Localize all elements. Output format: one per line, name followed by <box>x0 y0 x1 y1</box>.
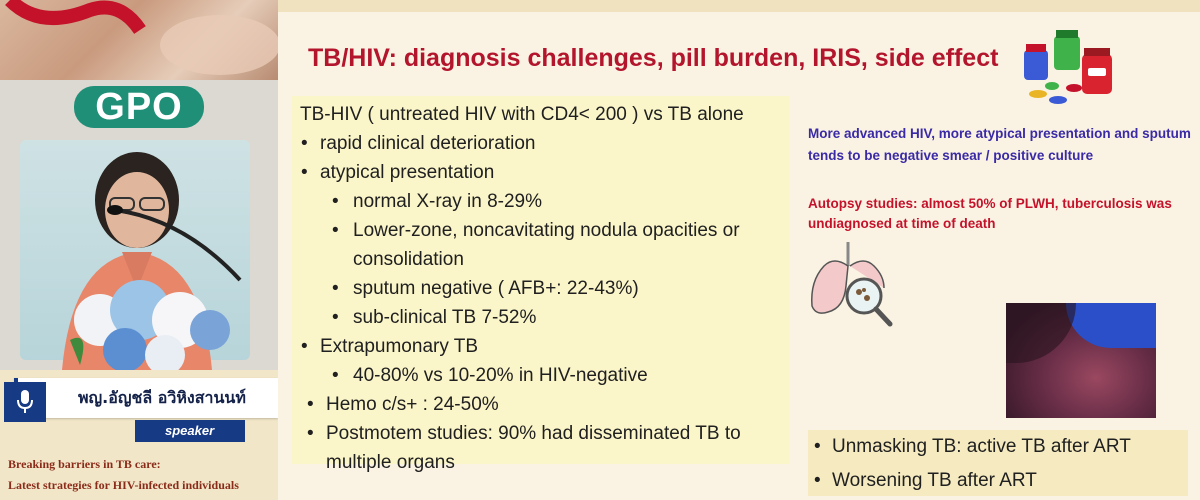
autopsy-note: Autopsy studies: almost 50% of PLWH, tuberculosis was undiagnosed at time of death <box>808 196 1172 231</box>
list-item: • rapid clinical deterioration <box>296 129 785 158</box>
iris-box <box>808 430 1188 496</box>
list-item: • sputum negative ( AFB+: 22-43%) <box>296 274 785 303</box>
flower-arrangement <box>70 270 230 370</box>
main-bullet-box <box>292 96 789 473</box>
session-title-line1: Breaking barriers in TB care: <box>8 457 161 471</box>
session-title-line2: Latest strategies for HIV-infected individuals <box>8 478 239 492</box>
microphone-icon <box>4 382 46 422</box>
list-item: • normal X-ray in 8-29% <box>296 187 785 216</box>
list-item: • atypical presentation <box>296 158 785 187</box>
list-item: • Lower-zone, noncavitating nodula opacities or consolidation <box>296 216 785 274</box>
bullet-lead: TB-HIV ( untreated HIV with CD4< 200 ) vs TB alone <box>300 104 744 125</box>
session-title <box>8 454 278 496</box>
bullet-list <box>296 129 785 477</box>
list-item: • Unmasking TB: active TB after ART <box>808 430 1188 464</box>
red-ribbon-icon <box>0 0 278 80</box>
clinical-photo <box>1006 303 1156 418</box>
list-item: • Extrapumonary TB <box>296 332 785 361</box>
list-item: • 40-80% vs 10-20% in HIV-negative <box>296 361 785 390</box>
speaker-video <box>0 80 278 370</box>
presentation-slide <box>278 0 1200 500</box>
lower-third <box>0 370 278 500</box>
pill-bottles-icon <box>1018 28 1118 110</box>
list-item: • Hemo c/s+ : 24-50% <box>296 390 785 419</box>
advanced-hiv-note: More advanced HIV, more atypical presentation and sputum tends to be negative smear / positive culture <box>808 126 1191 163</box>
speaker-panel <box>0 0 278 500</box>
gpo-logo: GPO <box>74 86 204 128</box>
speaker-name-bar <box>14 378 278 418</box>
list-item: • sub-clinical TB 7-52% <box>296 303 785 332</box>
speaker-name: พญ.อัญชลี อวิหิงสานนท์ <box>78 388 246 407</box>
speaker-role-tag: speaker <box>135 420 245 442</box>
lungs-magnifier-icon <box>804 236 899 331</box>
list-item: • Postmotem studies: 90% had disseminated TB to multiple organs <box>296 419 785 477</box>
slide-title: TB/HIV: diagnosis challenges, pill burden, IRIS, side effect <box>308 44 999 72</box>
list-item: • Worsening TB after ART <box>808 464 1188 498</box>
